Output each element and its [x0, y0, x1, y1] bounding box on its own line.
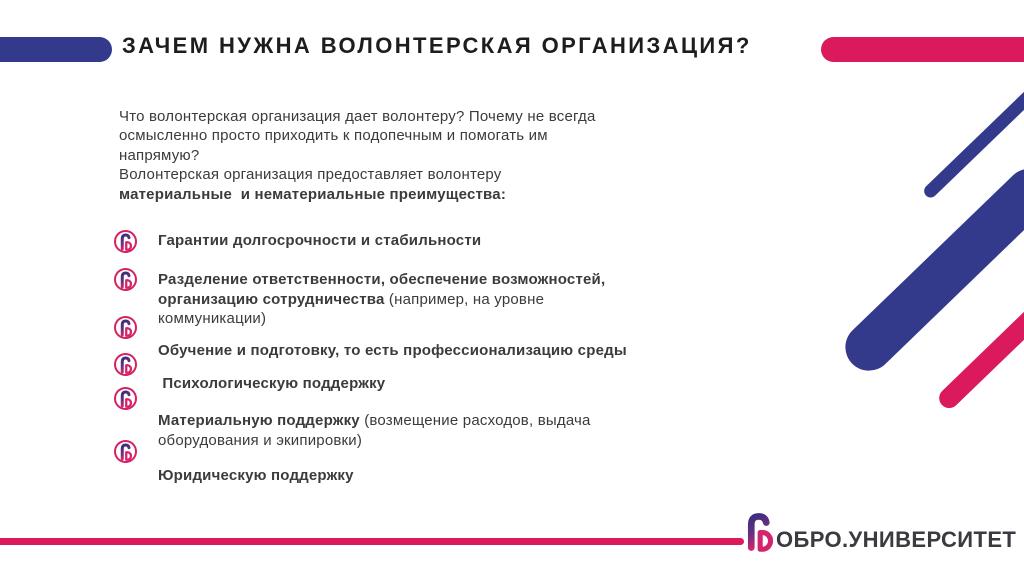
- benefit-item: [158, 341, 627, 361]
- dobro-mark-icon: [114, 387, 137, 410]
- benefit-text: Юридическую поддержку: [158, 467, 354, 484]
- intro-paragraph: [119, 107, 595, 204]
- footer-divider-line: [0, 538, 744, 545]
- benefit-item: Разделение ответственности, обеспечение возможностей, организацию сотрудничества (например, на уровне коммуникации): [158, 271, 606, 327]
- intro-bold-line: материальные и нематериальные преимущества:: [119, 185, 507, 203]
- dobro-mark-icon: [114, 353, 137, 376]
- diagonal-bar-pink-decoration: [935, 294, 1024, 413]
- intro-line: Что волонтерская организация дает волонтеру? Почему не всегда: [119, 108, 596, 125]
- dobro-mark-icon: [114, 440, 137, 463]
- benefit-text: Гарантии долгосрочности и стабильности: [158, 232, 482, 249]
- benefit-text: Разделение ответственности, обеспечение возможностей,: [158, 271, 606, 288]
- benefit-item: [158, 231, 481, 251]
- benefit-item: [158, 466, 354, 486]
- benefit-item: [158, 374, 385, 394]
- intro-line: Волонтерская организация предоставляет волонтеру: [119, 166, 502, 184]
- benefit-text: Психологическую поддержку: [158, 375, 386, 392]
- intro-line: осмысленно просто приходить к подопечным и помогать им: [119, 127, 548, 145]
- dobro-university-logo-text: ОБРО.УНИВЕРСИТЕТ: [776, 527, 1017, 552]
- dobro-mark-icon: [114, 316, 137, 339]
- title-right-pill-decoration: [821, 37, 1024, 62]
- intro-line: напрямую?: [119, 146, 200, 164]
- page-title: ЗАЧЕМ НУЖНА ВОЛОНТЕРСКАЯ ОРГАНИЗАЦИЯ?: [122, 33, 752, 58]
- dobro-mark-icon: [114, 268, 137, 291]
- benefit-item: Материальную поддержку (возмещение расходов, выдача оборудования и экипировки): [158, 412, 591, 449]
- benefit-text: Обучение и подготовку, то есть профессионализацию среды: [158, 342, 627, 359]
- benefit-text: Материальную поддержку: [158, 412, 360, 429]
- dobro-mark-icon: [744, 512, 773, 552]
- dobro-mark-icon: [114, 230, 137, 253]
- title-left-pill-decoration: [0, 37, 112, 62]
